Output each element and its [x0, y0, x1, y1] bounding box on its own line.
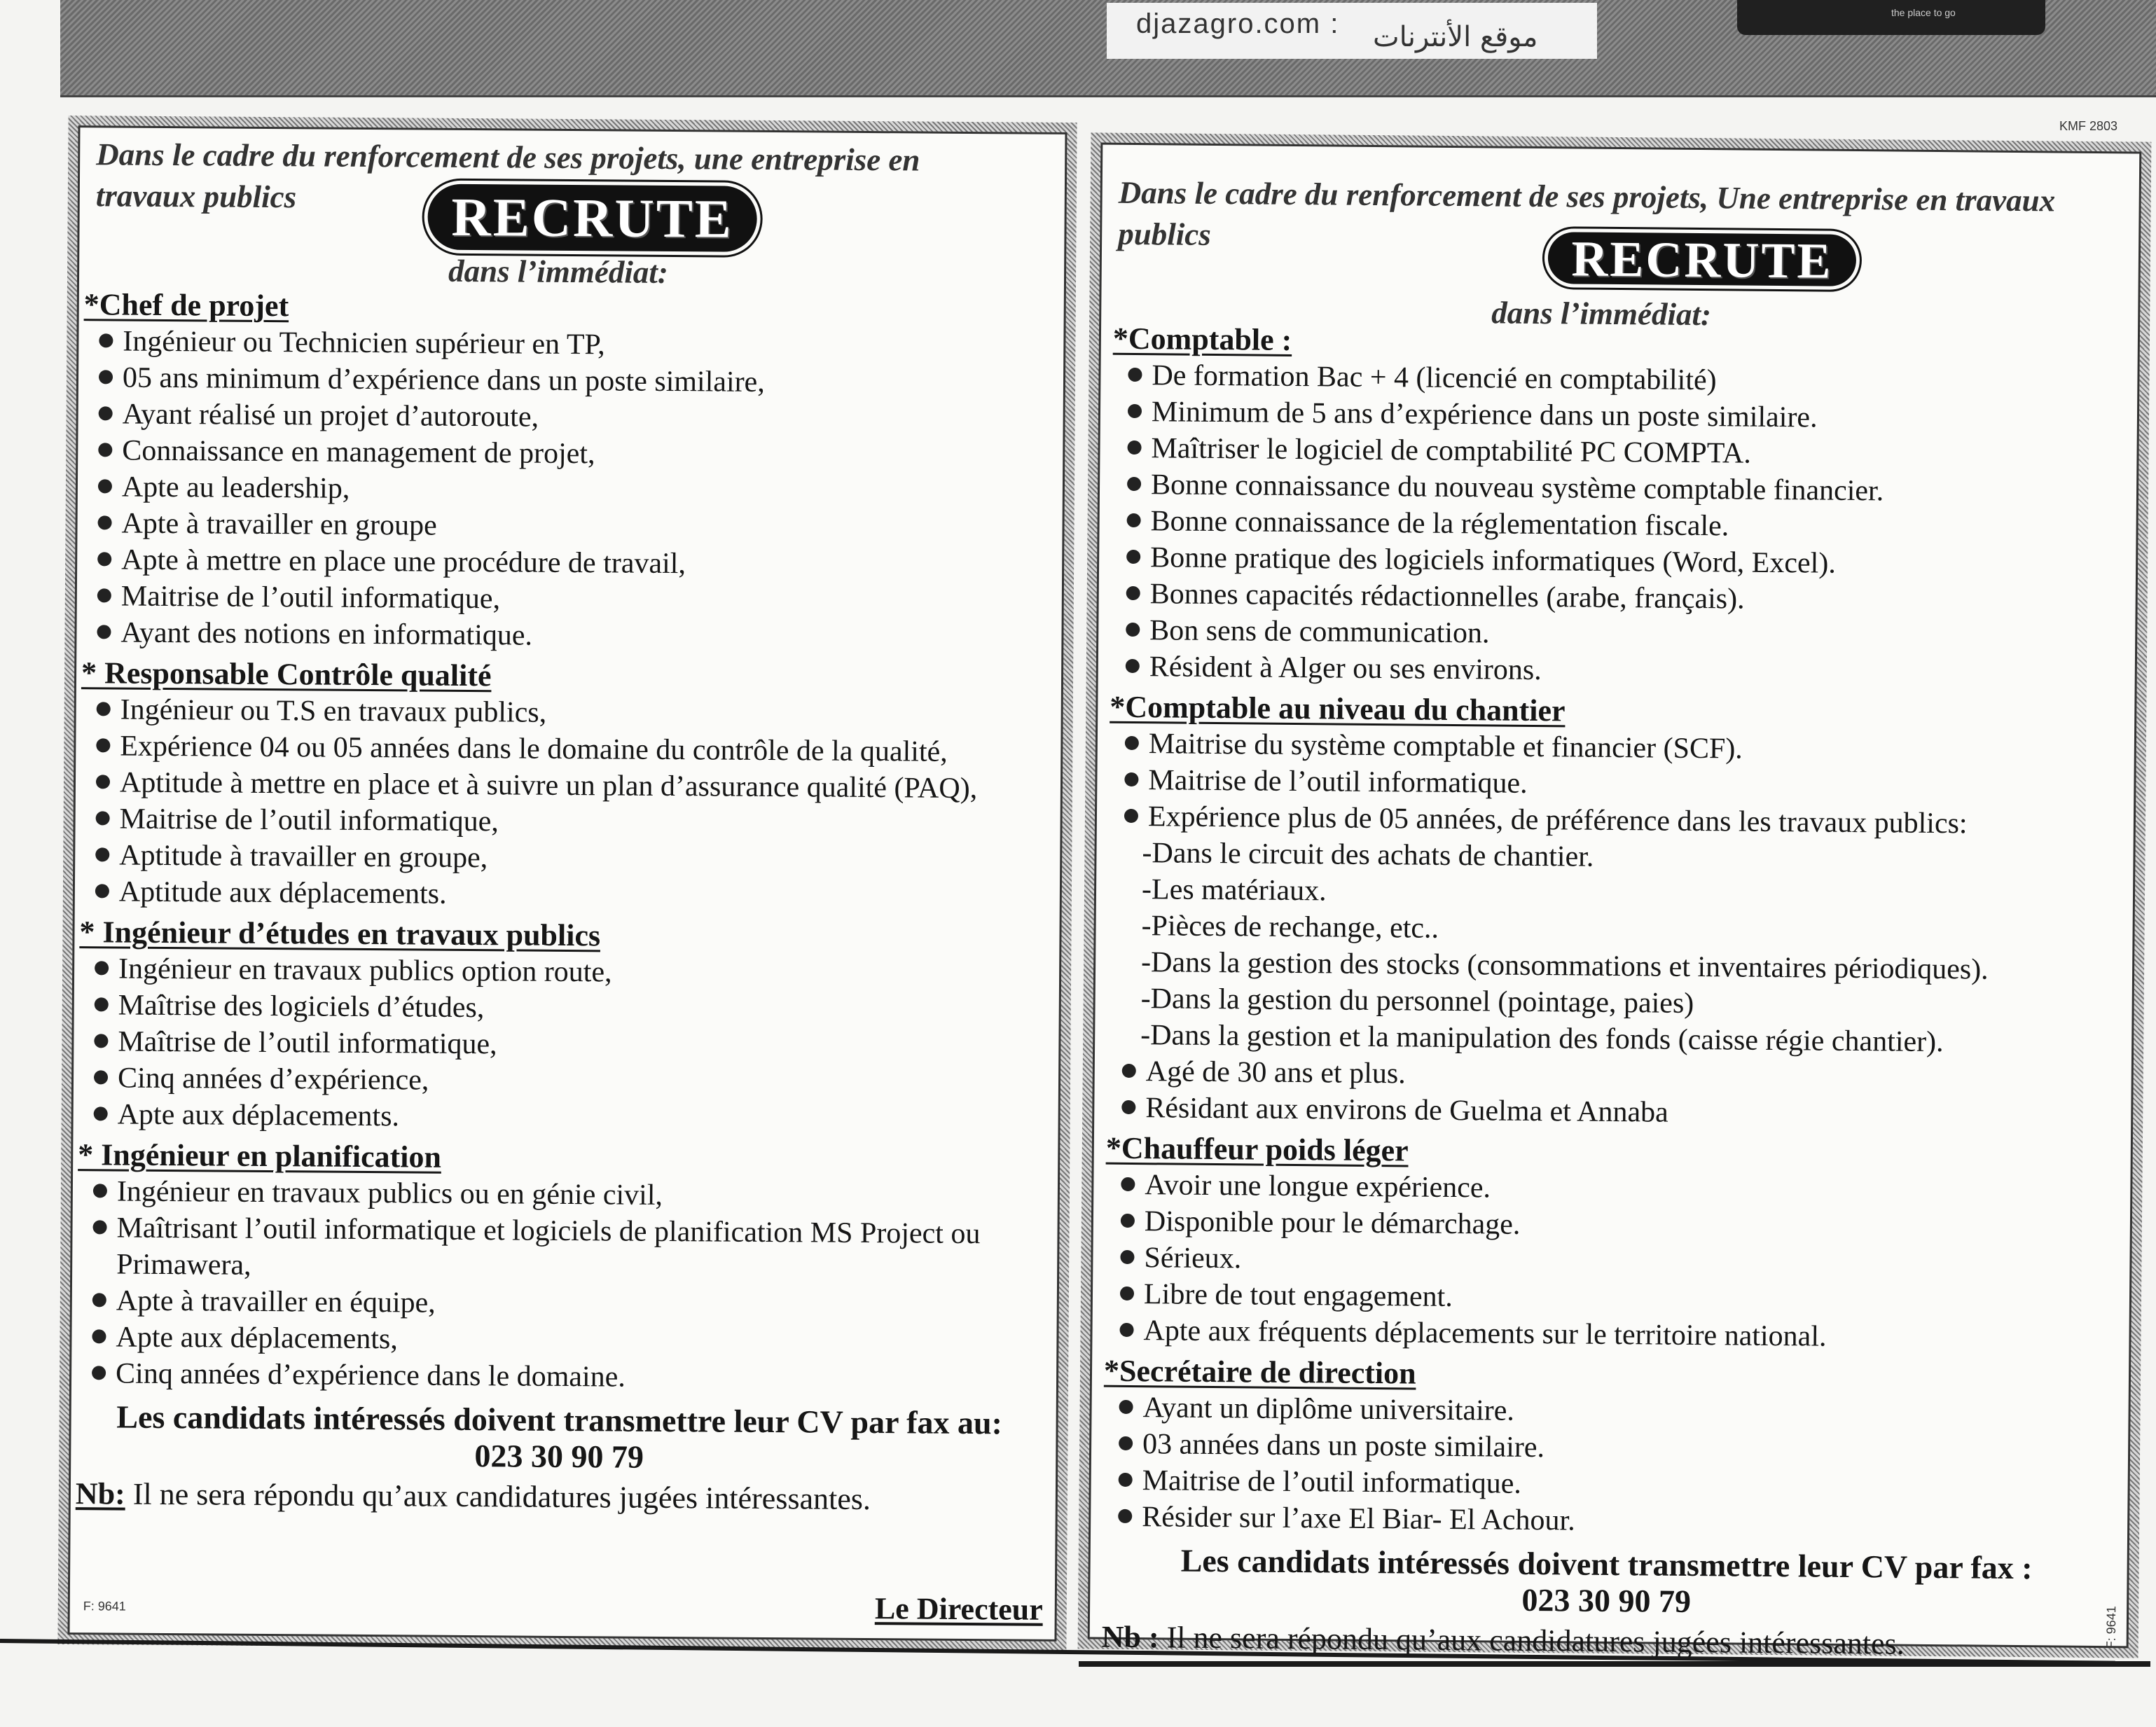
requirement-item: Maîtriser le logiciel de comptabilité PC COMPTA. — [1112, 430, 2120, 476]
apply-instructions: Les candidats intéressés doivent transmettre leur CV par fax : — [1180, 1542, 2033, 1586]
left-job-ad — [57, 116, 1077, 1651]
job-title: *Chauffeur poids léger — [1105, 1130, 1409, 1168]
nb-text: Il ne sera répondu qu’aux candidatures jugées intéressantes. — [1166, 1620, 1905, 1661]
requirement-item: Expérience plus de 05 années, de préférence dans les travaux publics: — [1109, 798, 2117, 844]
sub-requirement: -Dans la gestion du personnel (pointage, paies) — [1140, 983, 1694, 1020]
apply-instructions: Les candidats intéressés doivent transmettre leur CV par fax au: — [116, 1399, 1003, 1441]
job-title: *Secrétaire de direction — [1103, 1353, 1416, 1391]
requirement-item: Apte à mettre en place une procédure de travail, — [82, 541, 1049, 585]
requirement-item: Cinq années d’expérience, — [78, 1060, 1045, 1103]
recrute-badge: RECRUTE — [1548, 232, 1857, 286]
ad-reference: F: 9641 — [83, 1599, 126, 1614]
nb-label: Nb: — [75, 1476, 125, 1511]
requirement-item: Bonne connaissance du nouveau système comptable financier. — [1112, 466, 2120, 512]
requirement-item: Expérience 04 ou 05 années dans le domaine du contrôle de la qualité, — [81, 728, 1047, 771]
right-job-ad — [1078, 132, 2152, 1661]
requirement-item: Connaissance en management de projet, — [83, 432, 1049, 476]
kmf-code: KMF 2803 — [2059, 119, 2118, 133]
ad-intro: Dans le cadre du renforcement de ses projets, Une entreprise en travaux publics — [1117, 174, 2056, 253]
requirement-item: Ayant un diplôme universitaire. — [1103, 1389, 2112, 1435]
requirement-item: Apte aux fréquents déplacements sur le territoire national. — [1104, 1312, 2113, 1358]
requirement-item: Ayant des notions en informatique. — [81, 614, 1048, 658]
ad-content — [76, 282, 1051, 1519]
job-title: *Chef de projet — [83, 287, 289, 324]
fax-number[interactable]: 023 30 90 79 — [1521, 1581, 1692, 1619]
requirement-item: Maitrise du système comptable et financier (SCF). — [1110, 726, 2118, 771]
requirement-item: Bonne connaissance de la réglementation fiscale. — [1111, 503, 2120, 548]
requirement-item: Ingénieur ou T.S en travaux publics, — [81, 691, 1048, 735]
requirement-item: Bonnes capacités rédactionnelles (arabe, français). — [1111, 576, 2120, 621]
requirement-item: Apte à travailler en groupe — [82, 505, 1049, 548]
immediat-label: dans l’immédiat: — [1491, 295, 1712, 333]
requirement-item: Maitrise de l’outil informatique, — [80, 800, 1046, 844]
job-title: * Responsable Contrôle qualité — [81, 656, 492, 693]
requirement-item: Résider sur l’axe El Biar- El Achour. — [1103, 1499, 2111, 1544]
requirement-item: Ayant réalisé un projet d’autoroute, — [83, 396, 1049, 439]
requirement-item: Agé de 30 ans et plus. — [1107, 1053, 2115, 1099]
requirement-item: Bonne pratique des logiciels informatiques (Word, Excel). — [1111, 539, 2120, 585]
sub-requirement: -Pièces de rechange, etc.. — [1141, 910, 1439, 945]
requirement-item: Libre de tout engagement. — [1105, 1276, 2113, 1322]
requirement-item: Apte aux déplacements. — [78, 1096, 1045, 1139]
requirement-item: Aptitude aux déplacements. — [80, 873, 1046, 917]
requirement-item: Avoir une longue expérience. — [1105, 1167, 2114, 1212]
nb-note — [76, 1476, 1042, 1519]
requirement-item: Maitrise de l’outil informatique. — [1103, 1462, 2111, 1508]
job-title: * Ingénieur en planification — [78, 1137, 442, 1174]
footer-divider — [1079, 1661, 2150, 1667]
requirement-item: Maîtrisant l’outil informatique et logiciels de planification MS Project ou Primawera, — [77, 1209, 1044, 1289]
dark-tab-text: the place to go — [1891, 7, 1956, 18]
fax-number[interactable]: 023 30 90 79 — [474, 1438, 644, 1475]
requirement-item: Sérieux. — [1105, 1240, 2113, 1285]
requirement-item: Disponible pour le démarchage. — [1105, 1203, 2114, 1249]
recrute-badge: RECRUTE — [427, 184, 757, 252]
job-title: *Comptable : — [1112, 321, 1292, 357]
website-label-arabic: موقع الأنترنات — [1373, 21, 1538, 53]
ad-reference: F: 9641 — [2103, 1606, 2119, 1649]
nb-label: Nb : — [1101, 1619, 1159, 1655]
sub-requirement: -Dans la gestion des stocks (consommations et inventaires périodiques). — [1140, 946, 1989, 986]
sub-requirement: -Les matériaux. — [1141, 873, 1327, 908]
requirement-item: Ingénieur en travaux publics ou en génie civil, — [78, 1173, 1044, 1216]
requirement-item: Cinq années d’expérience dans le domaine. — [76, 1355, 1043, 1399]
job-title: * Ingénieur d’études en travaux publics — [79, 915, 601, 953]
sub-requirement: -Dans la gestion et la manipulation des fonds (caisse régie chantier). — [1140, 1019, 1944, 1059]
requirement-item: Ingénieur en travaux publics option route, — [79, 950, 1046, 994]
requirement-item: Maîtrise de l’outil informatique, — [78, 1023, 1045, 1067]
requirement-item: Apte aux déplacements, — [76, 1319, 1043, 1362]
requirement-item: Aptitude à travailler en groupe, — [80, 837, 1046, 880]
requirement-item: Résidant aux environs de Guelma et Annaba — [1106, 1090, 2115, 1135]
job-title: *Comptable au niveau du chantier — [1110, 689, 1566, 728]
nb-text: Il ne sera répondu qu’aux candidatures jugées intéressantes. — [132, 1476, 871, 1517]
requirement-item: Maîtrise des logiciels d’études, — [79, 987, 1046, 1030]
requirement-item: Apte à travailler en équipe, — [77, 1282, 1044, 1326]
requirement-item: Apte au leadership, — [83, 469, 1049, 512]
requirement-item: Minimum de 5 ans d’expérience dans un poste similaire. — [1112, 394, 2121, 439]
ad-intro: Dans le cadre du renforcement de ses projets, une entreprise en travaux publics — [95, 137, 920, 215]
sub-requirement: -Dans le circuit des achats de chantier. — [1142, 837, 1594, 873]
requirement-item: 03 années dans un poste similaire. — [1103, 1426, 2112, 1471]
ad-content — [1102, 317, 2122, 1664]
immediat-label: dans l’immédiat: — [448, 253, 669, 290]
requirement-item: Résident à Alger ou ses environs. — [1110, 649, 2119, 694]
requirement-item: 05 ans minimum d’expérience dans un poste similaire, — [83, 359, 1050, 403]
requirement-item: Maitrise de l’outil informatique, — [82, 578, 1049, 621]
requirement-item: Bon sens de communication. — [1110, 612, 2119, 658]
requirement-item: Ingénieur ou Technicien supérieur en TP, — [83, 323, 1050, 366]
requirement-item: De formation Bac + 4 (licencié en comptabilité) — [1112, 357, 2121, 403]
requirement-item: Maitrise de l’outil informatique. — [1109, 762, 2117, 807]
requirement-item: Aptitude à mettre en place et à suivre un plan d’assurance qualité (PAQ), — [81, 764, 1047, 807]
website-url[interactable]: djazagro.com : — [1136, 8, 1340, 39]
signature: Le Directeur — [874, 1591, 1043, 1627]
